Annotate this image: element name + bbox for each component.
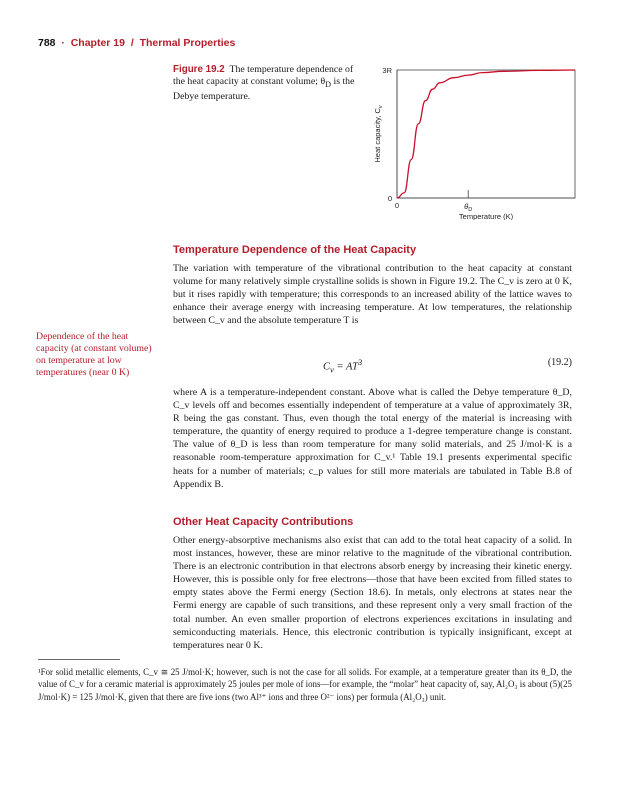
footnote-rule	[38, 659, 120, 660]
y-zero-label: 0	[387, 194, 392, 203]
x-axis-label: Temperature (K)	[458, 212, 514, 220]
x-tick-theta: θ	[464, 202, 469, 211]
eq-rhs-sup: 3	[357, 357, 363, 367]
paragraph-other-text: Other energy-absorptive mechanisms also exist that can add to the total heat capacity of a solid. In most instances, however, these are minor relative to the magnitude of the vibrational contribution. There is an electronic contribution in that electrons absorb energy by increasing their kinetic energy. However, this is possible only for free electrons—those that have been excited from filled states to empty states above the Fermi energy (Section 18.6). In metals, only electrons at states near the Fermi energy are capable of such transitions, and these represent only a very small fraction of the total number. An even smaller proportion of electrons experiences excitations in insulating and semiconducting materials. Hence, this electronic contribution is typically insignificant, except at temperatures near 0 K.	[173, 535, 572, 651]
margin-note: Dependence of the heat capacity (at constant volume) on temperature at low temperatures (near 0 K)	[36, 331, 152, 378]
figure-label: Figure 19.2	[173, 64, 225, 75]
paragraph-intro	[173, 262, 572, 327]
caption-sub: D	[325, 80, 332, 90]
y-top-label: 3R	[382, 66, 392, 75]
figure-caption	[173, 64, 363, 104]
caption-text-a: The temperature dependence of the heat capacity at constant volume; θ	[173, 64, 354, 88]
header-separator: /	[130, 37, 134, 49]
x-zero-label: 0	[394, 201, 400, 210]
footnote: ¹For solid metallic elements, C_v ≅ 25 J/mol·K; however, such is not the case for all solids. For example, at a temperature greater than its θ_D, the value of C_v for a ceramic material is approximately 25 joules per mole of ions—for example, the “molar” heat capacity of, say, Al₂O₃ is about (5)(25 J/mol·K) = 125 J/mol·K, given that there are five ions (two Al³⁺ ions and three O²⁻ ions) per formula (Al₂O₃) unit.	[38, 667, 572, 702]
paragraph-debye	[173, 386, 572, 491]
cv-curve-line	[397, 70, 575, 198]
section-heading-temperature: Temperature Dependence of the Heat Capacity	[173, 244, 417, 256]
paragraph-intro-text: The variation with temperature of the vibrational contribution to the heat capacity at constant volume for many relatively simple crystalline solids is shown in Figure 19.2. The C_v is zero at 0 K, but it rises rapidly with temperature; this corresponds to an increased ability of the lattice waves to enhance their average energy with increasing temperature. At low temperatures, the relationship between C_v and the absolute temperature T is	[173, 263, 572, 327]
chapter-label: Chapter 19	[70, 37, 125, 49]
plot-frame	[397, 70, 575, 198]
caption-text-b: is the Debye temperature.	[173, 76, 355, 103]
chapter-title: Thermal Properties	[139, 37, 236, 49]
paragraph-debye-text: where A is a temperature-independent constant. Above what is called the Debye temperature θ_D, C_v levels off and becomes essentially independent of temperature at a value of approximately 3R, R being the gas constant. Thus, even though the total energy of the material is increasing with temperature, the quantity of energy required to produce a 1-degree temperature change is constant. The value of θ_D is less than room temperature for many solid materials, and 25 J/mol·K is a reasonable room-temperature approximation for C_v.¹ Table 19.1 presents experimental specific heats for a number of materials; c_p values for still more materials are tabulated in Table B.8 of Appendix B.	[173, 387, 572, 490]
running-header	[38, 37, 235, 49]
equation-19-2	[173, 357, 572, 375]
eq-lhs: C	[323, 361, 331, 373]
header-dot: ·	[61, 37, 65, 49]
equation-number: (19.2)	[547, 357, 572, 368]
y-axis-label	[373, 104, 384, 162]
y-axis-label-text: Heat capacity, C	[373, 108, 382, 163]
heat-capacity-chart	[360, 60, 580, 220]
page-number: 788	[38, 37, 56, 49]
equation-body	[323, 357, 362, 375]
x-tick-sub: D	[468, 207, 473, 213]
eq-rhs: = AT	[333, 361, 358, 373]
paragraph-other	[173, 534, 572, 652]
section-heading-other: Other Heat Capacity Contributions	[173, 516, 354, 528]
y-axis-label-sub: v	[378, 105, 384, 109]
eq-lhs-sub: v	[330, 364, 334, 375]
